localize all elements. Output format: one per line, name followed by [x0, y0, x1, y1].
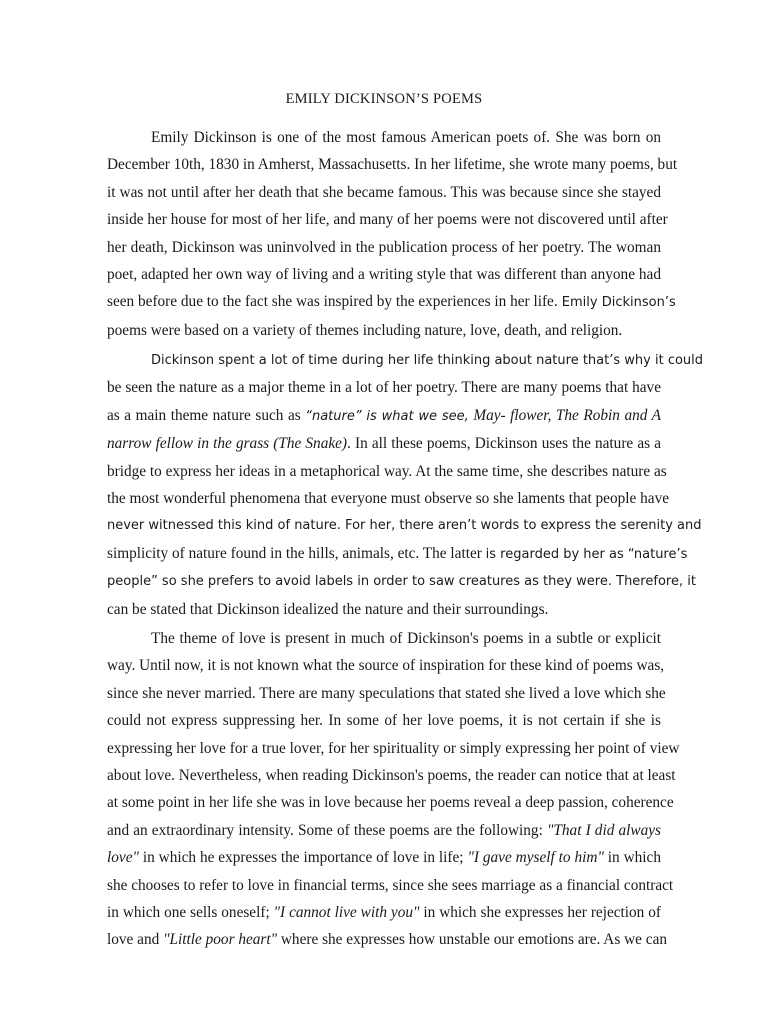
text-segment: seen before due to the fact she was inspired by the experiences in her life. — [107, 293, 558, 311]
text-line: The theme of love is present in much of Dickinson's poems in a subtle or explicit — [151, 630, 661, 647]
text-line: since she never married. There are many speculations that stated she lived a love which she — [107, 684, 666, 702]
poem-title: narrow fellow in the grass (The Snake) — [107, 435, 348, 453]
paragraph-nature — [107, 347, 704, 623]
text-line — [107, 430, 661, 457]
text-line — [107, 817, 661, 844]
text-line: inside her house for most of her life, and many of her poems were not discovered until after — [107, 211, 668, 229]
text-line: expressing her love for a true lover, for her spirituality or simply expressing her point of view — [107, 739, 680, 757]
text-line — [107, 540, 688, 568]
text-segment: in which one sells oneself; — [107, 904, 274, 922]
text-line: be seen the nature as a major theme in a lot of her poetry. There are many poems that have — [107, 379, 661, 397]
text-line: it was not until after her death that she became famous. This was because since she stayed — [107, 183, 661, 201]
text-line: could not express suppressing her. In some of her love poems, it is not certain if she is — [107, 712, 661, 730]
text-line — [107, 288, 676, 316]
text-segment: as a main theme nature such as — [107, 406, 306, 424]
text-segment: and an extraordinary intensity. Some of these poems are the following: — [107, 821, 547, 839]
text-line: people” so she prefers to avoid labels in order to saw creatures as they were. Therefore, it — [107, 574, 696, 590]
text-line: she chooses to refer to love in financial terms, since she sees marriage as a financial contract — [107, 876, 674, 894]
text-segment: in which she expresses her rejection of — [419, 904, 661, 922]
text-line: the most wonderful phenomena that everyone must observe so she laments that people have — [107, 490, 670, 508]
text-segment: is regarded by her as “nature’s — [485, 546, 688, 562]
text-line — [107, 402, 661, 430]
text-segment: where she expresses how unstable our emotions are. As we can — [277, 931, 668, 949]
text-segment: love and — [107, 931, 164, 949]
text-segment: Emily Dickinson’s — [557, 295, 676, 311]
text-line: at some point in her life she was in love because her poems reveal a deep passion, coherence — [107, 794, 674, 812]
text-line: can be stated that Dickinson idealized the nature and their surroundings. — [107, 600, 549, 618]
poem-title: “nature” is what we see, — [305, 408, 469, 424]
poem-title: May- flower, The Robin and A — [468, 406, 661, 424]
text-line — [107, 844, 661, 871]
text-line: never witnessed this kind of nature. For her, there aren’t words to express the serenity and — [107, 518, 702, 534]
text-line: poems were based on a variety of themes including nature, love, death, and religion. — [107, 321, 623, 339]
poem-title: "I cannot live with you" — [273, 904, 420, 922]
poem-title: "I gave myself to him" — [467, 849, 604, 867]
text-line: Dickinson spent a lot of time during her life thinking about nature that’s why it could — [151, 353, 704, 368]
text-line: Emily Dickinson is one of the most famous American poets of. She was born on — [151, 129, 661, 146]
poem-title: "Little poor heart" — [163, 931, 278, 949]
poem-title: "That I did always — [546, 821, 661, 839]
document-title: EMILY DICKINSON’S POEMS — [285, 91, 483, 107]
text-line — [107, 926, 668, 953]
text-segment: simplicity of nature found in the hills, animals, etc. The latter — [107, 544, 486, 562]
text-line — [107, 899, 661, 926]
text-line: about love. Nevertheless, when reading Dickinson's poems, the reader can notice that at least — [107, 767, 676, 785]
paragraph-love — [107, 625, 680, 954]
text-segment: in which — [603, 849, 661, 867]
text-line: poet, adapted her own way of living and a writing style that was different than anyone had — [107, 266, 661, 284]
text-line: way. Until now, it is not known what the source of inspiration for these kind of poems was, — [107, 657, 665, 675]
text-segment: . In all these poems, Dickinson uses the nature as a — [347, 435, 661, 453]
text-line: her death, Dickinson was uninvolved in the publication process of her poetry. The woman — [107, 238, 661, 256]
text-line: December 10th, 1830 in Amherst, Massachusetts. In her lifetime, she wrote many poems, but — [107, 156, 678, 174]
poem-title: love" — [107, 849, 139, 867]
paragraph-intro — [107, 124, 678, 344]
text-line: bridge to express her ideas in a metaphorical way. At the same time, she describes nature as — [107, 462, 667, 480]
text-segment: in which he expresses the importance of love in life; — [138, 849, 468, 867]
